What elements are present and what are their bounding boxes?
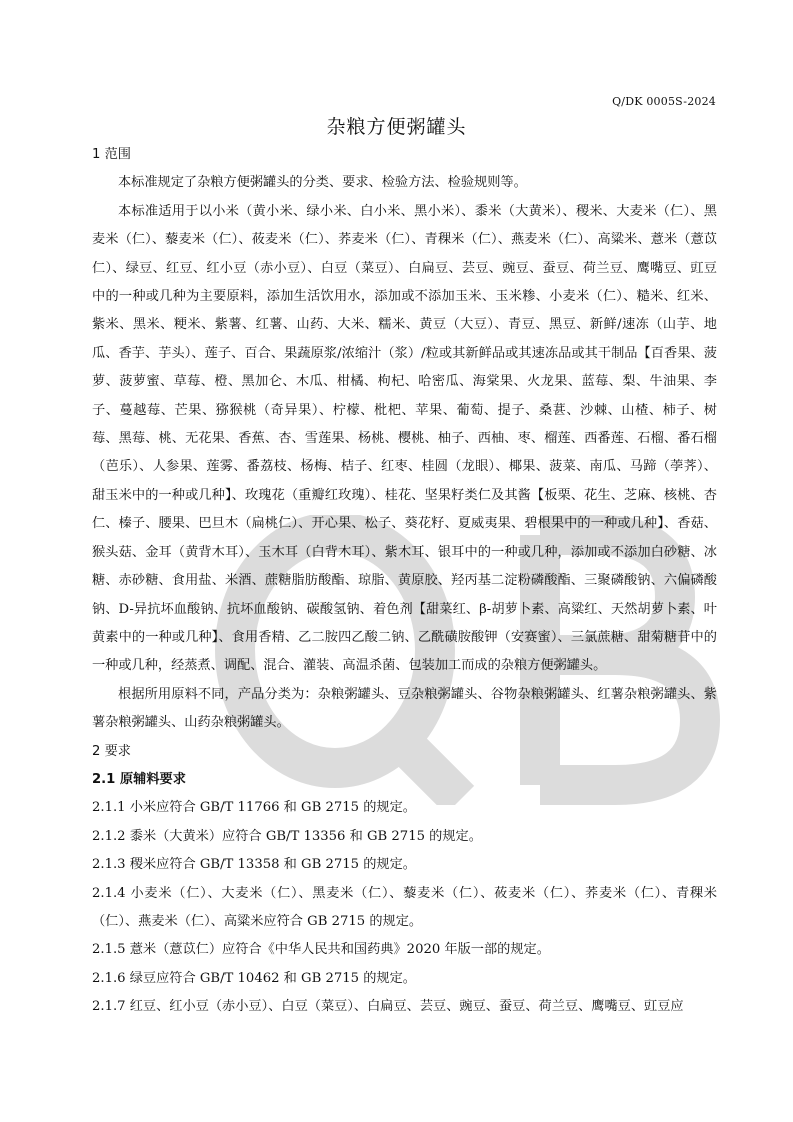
section-heading-requirements: 2 要求 [92, 743, 131, 759]
document-code: Q/DK 0005S-2024 [612, 95, 716, 108]
clause-item: 2.1.2 黍米（大黄米）应符合 GB/T 13356 和 GB 2715 的规定。 [92, 828, 482, 844]
page-title: 杂粮方便粥罐头 [326, 116, 467, 138]
paragraph: 本标准适用于以小米（黄小米、绿小米、白小米、黑小米）、黍米（大黄米）、稷米、大麦米（仁）、黑麦米（仁）、藜麦米（仁）、莜麦米（仁）、荞麦米（仁）、青稞米（仁）、燕麦米（仁）、高粱米、薏米（薏苡仁）、绿豆、红豆、红小豆（赤小豆）、白豆（菜豆）、白扁豆、芸豆、豌豆、蚕豆、荷兰豆、鹰嘴豆、豇豆中的一种或几种为主要原料，添加生活饮用水，添加或不添加玉米、玉米糁、小麦米（仁）、糙米、红米、紫米、黑米、粳米、紫薯、红薯、山药、大米、糯米、黄豆（大豆）、青豆、黑豆、新鲜/速冻（山芋、地瓜、香芋、芋头）、莲子、百合、果蔬原浆/浓缩汁（浆）/粒或其新鲜品或其速冻品或其干制品【百香果、菠萝、菠萝蜜、草莓、橙、黑加仑、木瓜、柑橘、枸杞、哈密瓜、海棠果、火龙果、蓝莓、梨、牛油果、李子、蔓越莓、芒果、猕猴桃（奇异果）、柠檬、枇杷、苹果、葡萄、提子、桑葚、沙棘、山楂、柿子、树莓、黑莓、桃、无花果、香蕉、杏、雪莲果、杨桃、樱桃、柚子、西柚、枣、榴莲、西番莲、石榴、番石榴（芭乐）、人参果、莲雾、番荔枝、杨梅、桔子、红枣、桂圆（龙眼）、椰果、菠菜、南瓜、马蹄（荸荠）、甜玉米中的一种或几种】、玫瑰花（重瓣红玫瑰）、桂花、坚果籽类仁及其酱【板栗、花生、芝麻、核桃、杏仁、榛子、腰果、巴旦木（扁桃仁）、开心果、松子、葵花籽、夏威夷果、碧根果中的一种或几种】、香菇、猴头菇、金耳（黄背木耳）、玉木耳（白背木耳）、紫木耳、银耳中的一种或几种，添加或不添加白砂糖、冰糖、赤砂糖、食用盐、米酒、蔗糖脂肪酸酯、琼脂、黄原胶、羟丙基二淀粉磷酸酯、三聚磷酸钠、六偏磷酸钠、D-异抗坏血酸钠、抗坏血酸钠、碳酸氢钠、着色剂【甜菜红、β-胡萝卜素、高粱红、天然胡萝卜素、叶黄素中的一种或几种】、食用香精、乙二胺四乙酸二钠、乙酰磺胺酸钾（安赛蜜）、三氯蔗糖、甜菊糖苷中的一种或几种，经蒸煮、调配、混合、灌装、高温杀菌、包装加工而成的杂粮方便粥罐头。 [92, 203, 717, 674]
subsection-heading-raw-materials: 2.1 原辅料要求 [92, 771, 186, 787]
section-heading-scope: 1 范围 [92, 147, 131, 162]
paragraph: 本标准规定了杂粮方便粥罐头的分类、要求、检验方法、检验规则等。 [118, 175, 527, 191]
clause-item: 2.1.3 稷米应符合 GB/T 13358 和 GB 2715 的规定。 [92, 857, 416, 873]
clause-item: 2.1.5 薏米（薏苡仁）应符合《中华人民共和国药典》2020 年版一部的规定。 [92, 942, 550, 958]
clause-item: 2.1.6 绿豆应符合 GB/T 10462 和 GB 2715 的规定。 [92, 970, 416, 986]
clause-item: 2.1.1 小米应符合 GB/T 11766 和 GB 2715 的规定。 [92, 800, 416, 816]
document-body [92, 141, 717, 1022]
paragraph: 根据所用原料不同，产品分类为：杂粮粥罐头、豆杂粮粥罐头、谷物杂粮粥罐头、红薯杂粮粥罐头、紫薯杂粮粥罐头、山药杂粮粥罐头。 [92, 686, 717, 731]
clause-item: 2.1.7 红豆、红小豆（赤小豆）、白豆（菜豆）、白扁豆、芸豆、豌豆、蚕豆、荷兰豆、鹰嘴豆、豇豆应 [92, 999, 684, 1015]
clause-item: 2.1.4 小麦米（仁）、大麦米（仁）、黑麦米（仁）、藜麦米（仁）、莜麦米（仁）、荞麦米（仁）、青稞米（仁）、燕麦米（仁）、高粱米应符合 GB 2715 的规定。 [92, 885, 717, 929]
